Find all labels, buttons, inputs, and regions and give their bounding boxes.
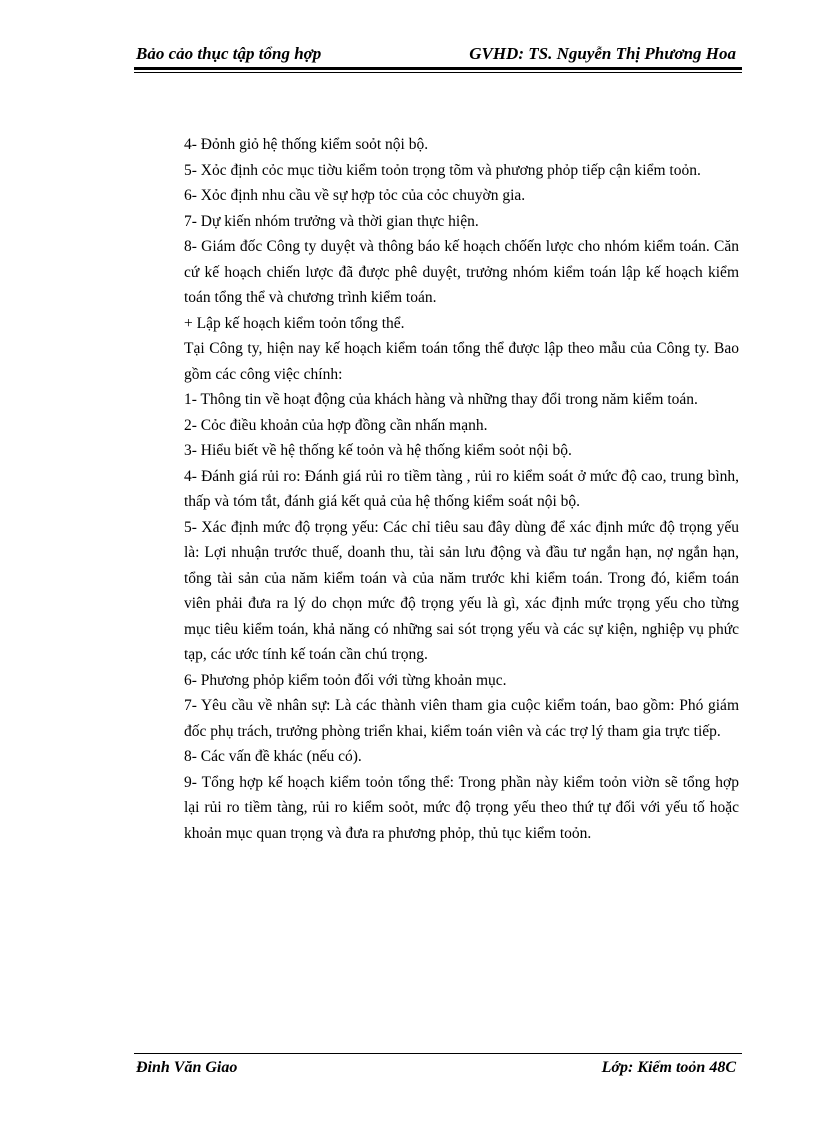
page-footer [134, 1059, 738, 1083]
paragraph: Tại Công ty, hiện nay kế hoạch kiểm toán tổng thể được lập theo mẫu của Công ty. Bao gồm các công việc chính: [184, 340, 739, 383]
document-body [184, 132, 739, 846]
header-rule-thin [134, 72, 742, 73]
paragraph: 4- Đánh giá rủi ro: Đánh giá rủi ro tiềm tàng , rủi ro kiểm soát ở mức độ cao, trung bình, thấp và tóm tắt, đánh giá kết quả của hệ thống kiểm soát nội bộ. [184, 467, 739, 510]
paragraph: 9- Tổng hợp kế hoạch kiểm toỏn tổng thể: Trong phần này kiểm toỏn viờn sẽ tổng hợp lại rủi ro tiềm tàng, rủi ro kiểm soỏt, mức độ trọng yếu theo thứ tự đối với yếu tố hoặc khoản mục quan trọng và đưa ra phương phỏp, thủ tục kiểm toỏn. [184, 773, 739, 842]
footer-class: Lớp: Kiểm toỏn 48C [601, 1059, 736, 1076]
header-rule-thick [134, 67, 742, 70]
footer-rule [134, 1053, 742, 1054]
paragraph: 6- Xỏc định nhu cầu về sự hợp tỏc của cỏc chuyờn gia. [184, 187, 526, 204]
paragraph: + Lập kế hoạch kiểm toỏn tổng thể. [184, 314, 405, 332]
paragraph: 8- Giám đốc Công ty duyệt và thông báo kế hoạch chốến lược cho nhóm kiểm toán. Căn cứ kế hoạch chiến lược đã được phê duyệt, trưởng nhóm kiểm toán lập kế hoạch kiểm toán tổng thể và chương trình kiểm toán. [184, 238, 739, 306]
paragraph: 3- Hiểu biết về hệ thống kế toỏn và hệ thống kiểm soỏt nội bộ. [184, 442, 572, 459]
footer-author: Đinh Văn Giao [136, 1059, 238, 1076]
paragraph: 1- Thông tin về hoạt động của khách hàng và những thay đổi trong năm kiểm toán. [184, 391, 698, 408]
paragraph: 5- Xỏc định cỏc mục tiờu kiểm toỏn trọng tõm và phương phỏp tiếp cận kiểm toỏn. [184, 161, 701, 179]
paragraph: 2- Cỏc điều khoản của hợp đồng cần nhấn mạnh. [184, 416, 488, 434]
paragraph: 7- Yêu cầu về nhân sự: Là các thành viên tham gia cuộc kiểm toán, bao gồm: Phó giám đốc phụ trách, trưởng phòng triển khai, kiểm toán viên và các trợ lý tham gia trực tiếp. [184, 697, 739, 740]
paragraph: 6- Phương phỏp kiểm toỏn đối với từng khoản mục. [184, 671, 507, 689]
paragraph: 8- Các vấn đề khác (nếu có). [184, 748, 362, 765]
header-supervisor: GVHD: TS. Nguyễn Thị Phương Hoa [469, 44, 736, 63]
page-header [134, 42, 738, 68]
paragraph: 4- Đỏnh giỏ hệ thống kiểm soỏt nội bộ. [184, 136, 429, 153]
paragraph: 7- Dự kiến nhóm trưởng và thời gian thực hiện. [184, 212, 479, 230]
header-report-title: Bảo cảo thục tập tổng hợp [136, 44, 322, 63]
paragraph: 5- Xác định mức độ trọng yếu: Các chỉ tiêu sau đây dùng để xác định mức độ trọng yếu là: Lợi nhuận trước thuế, doanh thu, tài sản lưu động và đầu tư ngắn hạn, nợ ngắn hạn, tổng tài sản của năm kiểm toán và của năm trước khi kiểm toán. Trong đó, kiểm toán viên phải đưa ra lý do chọn mức độ trọng yếu là gì, xác định mức trọng yếu cho từng mục tiêu kiểm toán, khả năng có những sai sót trọng yếu và các sự kiện, nghiệp vụ phức tạp, các ước tính kế toán cần chú trọng. [184, 518, 739, 663]
